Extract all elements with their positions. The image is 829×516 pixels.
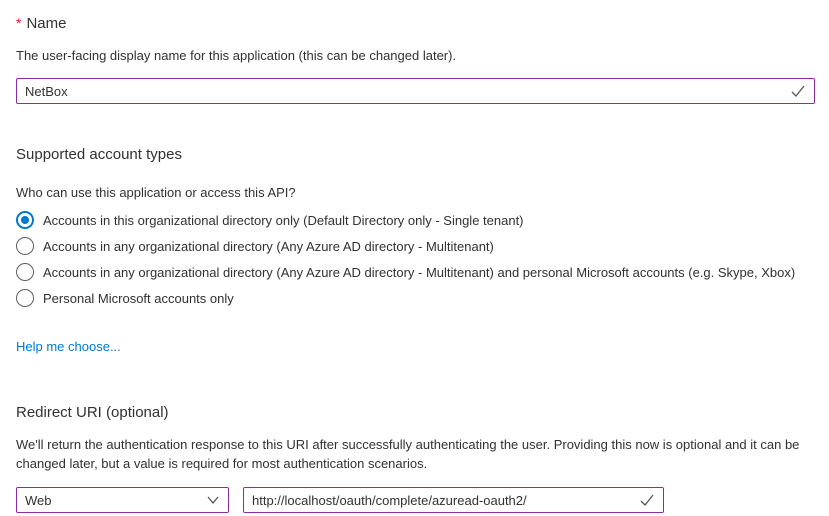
radio-button-icon[interactable] xyxy=(16,211,34,229)
radio-option-label: Accounts in this organizational directory only (Default Directory only - Single tenant) xyxy=(43,212,524,228)
radio-button-icon[interactable] xyxy=(16,237,34,255)
radio-option-single-tenant[interactable] xyxy=(16,211,815,229)
redirect-uri-description: We'll return the authentication response to this URI after successfully authenticating the user. Providing this now is optional and it can be changed later, but a value is required for most authentication scenarios. xyxy=(16,437,800,471)
app-name-field-container xyxy=(16,78,815,104)
radio-option-multitenant[interactable] xyxy=(16,237,815,255)
help-me-choose-link[interactable]: Help me choose... xyxy=(16,339,121,354)
name-section-title-text: Name xyxy=(26,15,67,32)
supported-account-types-title: Supported account types xyxy=(16,146,182,163)
name-section-title xyxy=(16,13,815,34)
radio-option-label: Accounts in any organizational directory (Any Azure AD directory - Multitenant) xyxy=(43,238,494,254)
required-asterisk: * xyxy=(16,15,22,31)
redirect-uri-input[interactable] xyxy=(244,488,663,512)
radio-option-label: Personal Microsoft accounts only xyxy=(43,290,234,306)
name-description: The user-facing display name for this application (this can be changed later). xyxy=(16,48,457,63)
radio-button-icon[interactable] xyxy=(16,263,34,281)
redirect-uri-title: Redirect URI (optional) xyxy=(16,404,169,421)
account-types-question: Who can use this application or access this API? xyxy=(16,185,296,200)
radio-button-icon[interactable] xyxy=(16,289,34,307)
chevron-down-icon xyxy=(207,496,219,504)
app-name-input[interactable] xyxy=(17,79,814,103)
radio-option-multitenant-personal[interactable] xyxy=(16,263,815,281)
radio-option-personal-only[interactable] xyxy=(16,289,815,307)
platform-select-value: Web xyxy=(25,492,52,508)
account-types-radio-group xyxy=(16,211,815,307)
platform-select[interactable] xyxy=(16,487,229,513)
radio-option-label: Accounts in any organizational directory (Any Azure AD directory - Multitenant) and personal Microsoft accounts (e.g. Skype, Xbox) xyxy=(43,264,796,280)
redirect-uri-row xyxy=(16,487,815,513)
app-registration-form xyxy=(0,13,829,513)
redirect-uri-field-container xyxy=(243,487,664,513)
